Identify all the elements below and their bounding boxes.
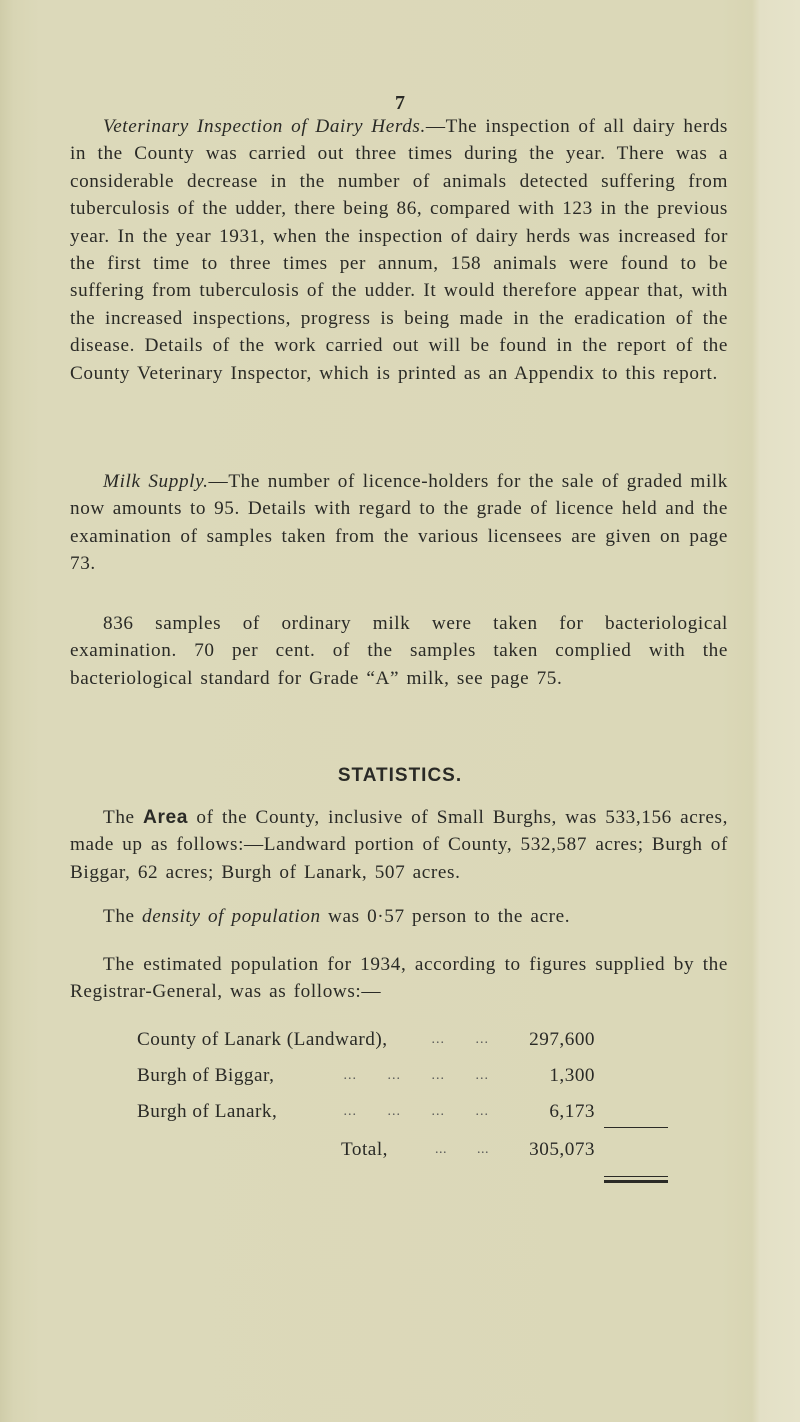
row-value: 1,300 (549, 1065, 595, 1086)
density-text: was 0·57 person to the acre. (320, 906, 571, 927)
area-paragraph (70, 804, 728, 886)
total-double-rule-bottom (604, 1180, 668, 1183)
area-bold-term: Area (142, 807, 189, 828)
row-label: Burgh of Biggar, (137, 1065, 275, 1086)
area-text: of the County, inclusive of Small Burghs, was 533,156 acres, made up as follows:—Landward portion of County, 532,587 acres; Burgh of Biggar, 62 acres; Burgh of Lanark, 507 acres. (70, 807, 728, 883)
row-value: 6,173 (549, 1101, 595, 1122)
leader-dots: ... ... (431, 1032, 489, 1047)
milk-supply-heading: Milk Supply. (103, 471, 209, 492)
veterinary-inspection-paragraph (70, 113, 728, 387)
page-number: 7 (395, 92, 405, 114)
statistics-heading: STATISTICS. (337, 765, 463, 786)
table-row (137, 1094, 595, 1130)
density-italic-term: density of population (142, 906, 321, 927)
population-table (137, 1022, 595, 1130)
table-row (137, 1058, 595, 1094)
population-intro-paragraph: The estimated population for 1934, according to figures supplied by the Registrar-General, was as follows:— (70, 954, 728, 1003)
area-prefix: The (103, 807, 143, 828)
veterinary-inspection-heading: Veterinary Inspection of Dairy Herds. (103, 116, 426, 137)
density-paragraph (70, 903, 728, 930)
row-value: 297,600 (529, 1029, 595, 1050)
leader-dots: ... ... ... ... (343, 1104, 489, 1119)
density-prefix: The (103, 906, 143, 927)
leader-dots: ... ... ... ... (343, 1068, 489, 1083)
milk-supply-paragraph (70, 468, 728, 578)
total-label: Total, (341, 1139, 388, 1160)
row-label: Burgh of Lanark, (137, 1101, 278, 1122)
total-double-rule-top (604, 1176, 668, 1177)
samples-paragraph: 836 samples of ordinary milk were taken for bacteriological examination. 70 per cent. of the samples taken complied with the bacteriological standard for Grade “A” milk, see page 75. (70, 613, 728, 689)
table-row (137, 1022, 595, 1058)
milk-supply-text: —The number of licence-holders for the sale of graded milk now amounts to 95. Details with regard to the grade of licence held and the examination of samples taken from the various licensees are given on page 73. (70, 471, 728, 575)
row-label: County of Lanark (Landward), (137, 1029, 388, 1050)
veterinary-inspection-text: —The inspection of all dairy herds in the County was carried out three times during the year. There was a considerable decrease in the number of animals detected suffering from tuberculosis of the udder, there being 86, compared with 123 in the previous year. In the year 1931, when the inspection of dairy herds was increased for the first time to three times per annum, 158 animals were found to be suffering from tuberculosis of the udder. It would therefore appear that, with the increased inspections, progress is being made in the eradication of the disease. Details of the work carried out will be found in the report of the County Veterinary Inspector, which is printed as an Appendix to this report. (70, 116, 728, 384)
total-value: 305,073 (529, 1139, 595, 1160)
subtotal-rule (604, 1127, 668, 1128)
total-row (137, 1132, 595, 1168)
leader-dots: ... ... (435, 1142, 489, 1157)
